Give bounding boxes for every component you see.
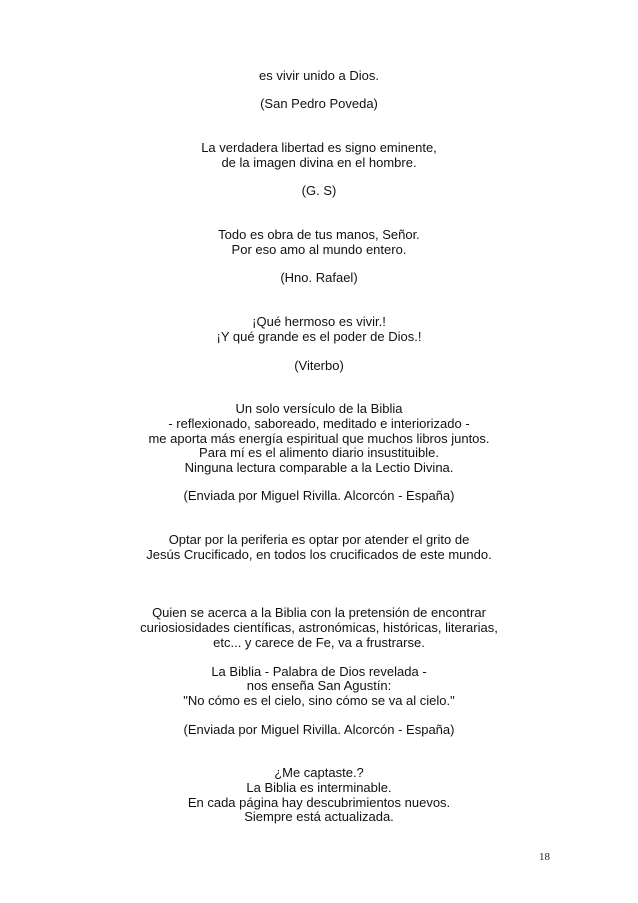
quote-line: nos enseña San Agustín: [246,678,392,693]
quote-attribution: (Enviada por Miguel Rivilla. Alcorcón - España) [183,722,455,737]
page-number: 18 [539,851,550,863]
quote-line: etc... y carece de Fe, va a frustrarse. [213,635,425,650]
quote-line: es vivir unido a Dios. [259,68,379,83]
quote-attribution: (Viterbo) [294,358,344,373]
quote-line: ¿Me captaste.? [274,765,364,780]
quote-line: ¡Y qué grande es el poder de Dios.! [216,329,422,344]
quote-attribution: (Enviada por Miguel Rivilla. Alcorcón - España) [183,488,455,503]
quote-attribution: (G. S) [301,183,337,198]
quote-line: Siempre está actualizada. [244,809,394,824]
quote-line: "No cómo es el cielo, sino cómo se va al cielo." [183,693,455,708]
quote-line: La Biblia es interminable. [246,780,392,795]
quote-attribution: (Hno. Rafael) [280,270,358,285]
quote-line: Para mí es el alimento diario insustituible. [199,445,439,460]
quote-line: La verdadera libertad es signo eminente, [201,140,437,155]
quote-line: Quien se acerca a la Biblia con la pretensión de encontrar [152,605,486,620]
quote-line: La Biblia - Palabra de Dios revelada - [211,664,427,679]
quote-attribution: (San Pedro Poveda) [260,96,378,111]
quote-line: Todo es obra de tus manos, Señor. [218,227,420,242]
quote-line: Optar por la periferia es optar por atender el grito de [168,532,470,547]
quote-line: Un solo versículo de la Biblia [235,401,403,416]
quote-line: - reflexionado, saboreado, meditado e interiorizado - [168,416,470,431]
quote-line: ¡Qué hermoso es vivir.! [252,314,386,329]
quote-line: curiosiosidades científicas, astronómicas, históricas, literarias, [140,620,498,635]
quote-line: Ninguna lectura comparable a la Lectio Divina. [184,460,454,475]
quote-line: Por eso amo al mundo entero. [231,242,407,257]
quote-line: En cada página hay descubrimientos nuevos. [187,795,451,810]
quote-line: me aporta más energía espiritual que muchos libros juntos. [148,431,490,446]
quote-line: Jesús Crucificado, en todos los crucificados de este mundo. [146,547,492,562]
quote-line: de la imagen divina en el hombre. [221,155,417,170]
